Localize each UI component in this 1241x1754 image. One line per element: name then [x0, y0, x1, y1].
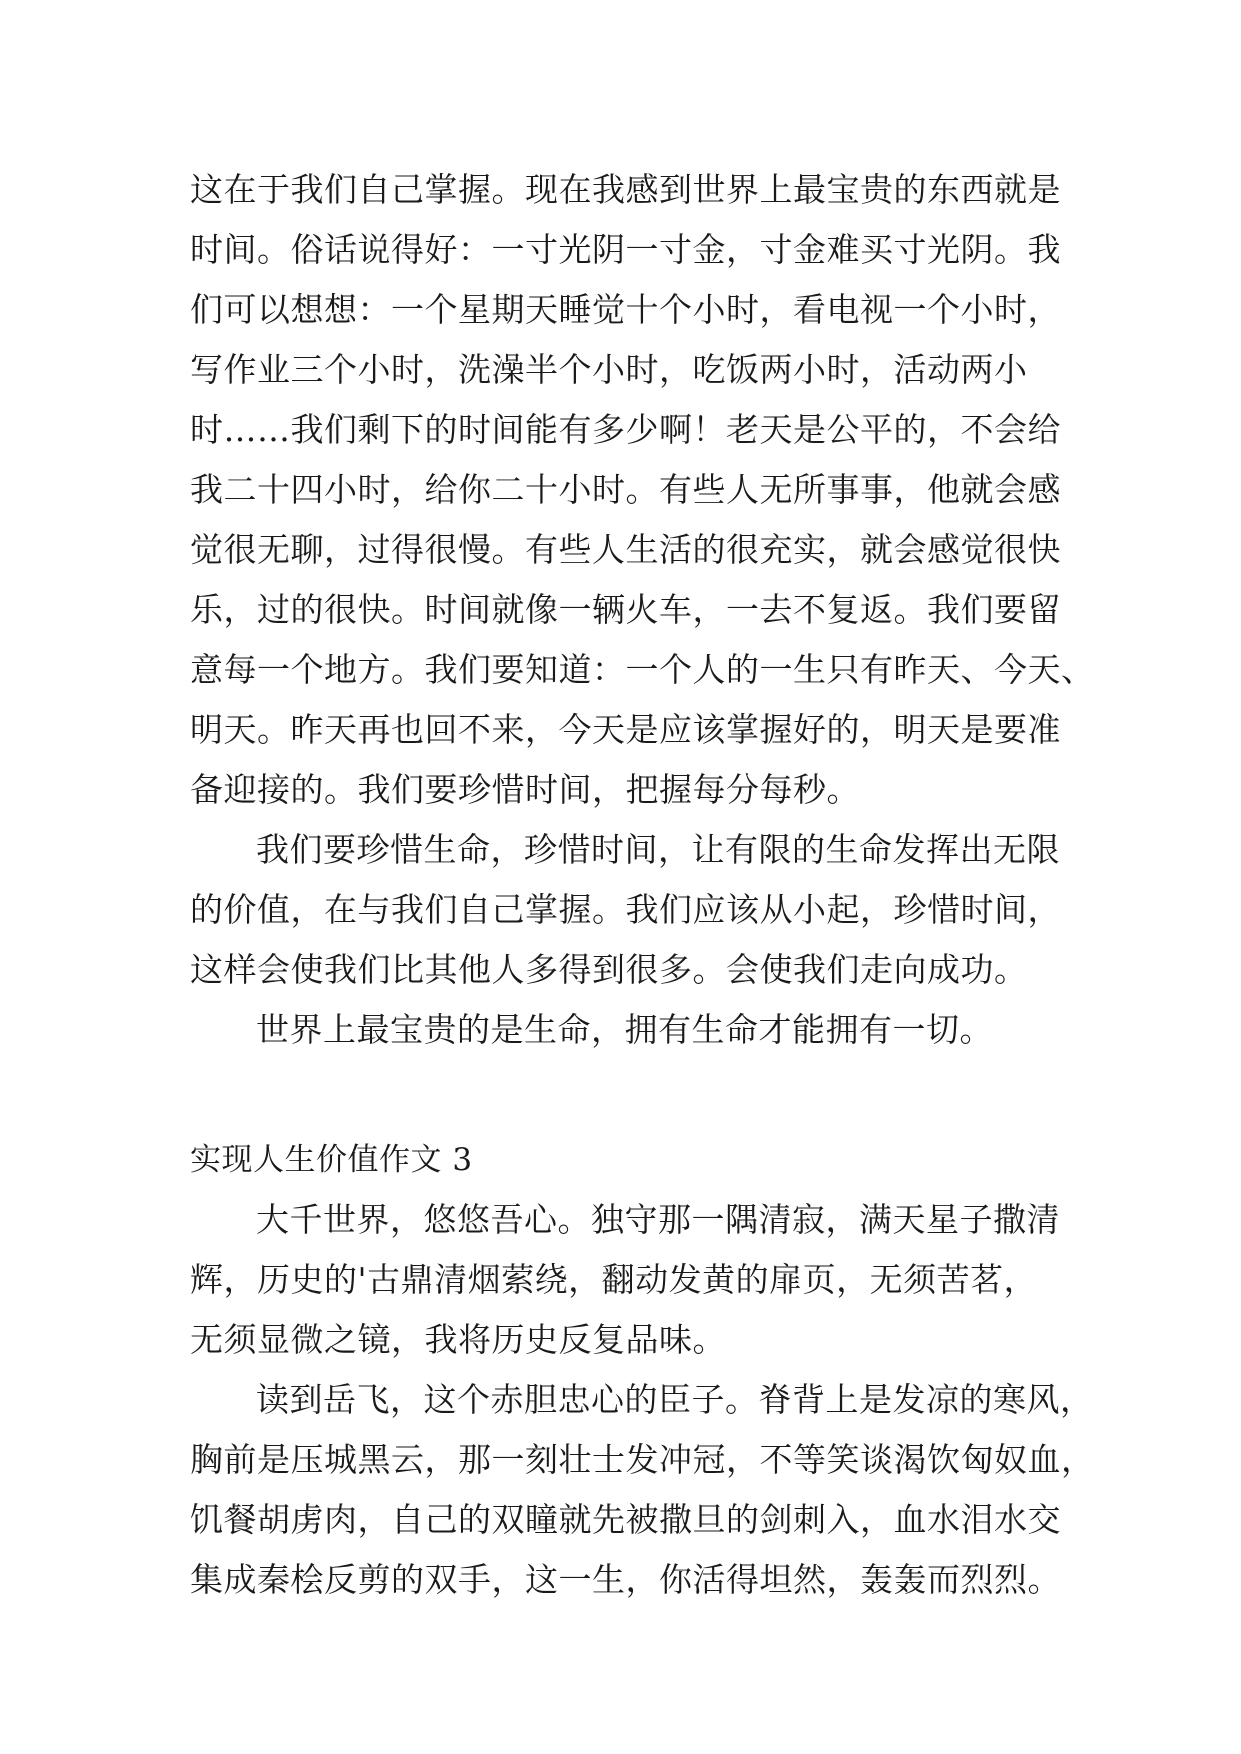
paragraph-1: [190, 160, 1095, 820]
text-line: 大千世界，悠悠吾心。独守那一隅清寂，满天星子撒清: [256, 1200, 1060, 1239]
text-line: 时……我们剩下的时间能有多少啊！老天是公平的，不会给: [190, 410, 1061, 449]
text-line: 集成秦桧反剪的双手，这一生，你活得坦然，轰轰而烈烈。: [190, 1560, 1061, 1599]
text-line: 读到岳飞，这个赤胆忠心的臣子。脊背上是发凉的寒风，: [256, 1380, 1094, 1419]
text-line: 时间。俗话说得好：一寸光阴一寸金，寸金难买寸光阴。我: [190, 230, 1061, 269]
essay-section-previous: [190, 160, 1095, 1060]
text-line: 世界上最宝贵的是生命，拥有生命才能拥有一切。: [256, 1010, 993, 1049]
text-line: 辉，历史的'古鼎清烟萦绕，翻动发黄的扉页，无须苦茗，: [190, 1260, 1038, 1299]
text-line: 胸前是压城黑云，那一刻壮士发冲冠，不等笑谈渴饮匈奴血，: [190, 1440, 1095, 1479]
paragraph-2: [190, 820, 1070, 1000]
text-line: 我们要珍惜生命，珍惜时间，让有限的生命发挥出无限: [256, 830, 1060, 869]
paragraph-3: [190, 1000, 1070, 1060]
document-page: [190, 160, 1095, 1610]
text-line: 们可以想想：一个星期天睡觉十个小时，看电视一个小时，: [190, 290, 1061, 329]
text-line: 备迎接的。我们要珍惜时间，把握每分每秒。: [190, 770, 860, 809]
section-spacer: [190, 1060, 1070, 1130]
text-line: 饥餐胡虏肉，自己的双瞳就先被撒旦的剑刺入，血水泪水交: [190, 1500, 1061, 1539]
text-line: 我二十四小时，给你二十小时。有些人无所事事，他就会感: [190, 470, 1061, 509]
text-line: 无须显微之镜，我将历史反复品味。: [190, 1320, 726, 1359]
text-line: 写作业三个小时，洗澡半个小时，吃饭两小时，活动两小: [190, 350, 1028, 389]
essay-section-3: [190, 1130, 1095, 1610]
text-line: 这样会使我们比其他人多得到很多。会使我们走向成功。: [190, 950, 1028, 989]
text-line: 这在于我们自己掌握。现在我感到世界上最宝贵的东西就是: [190, 170, 1061, 209]
section-title: 实现人生价值作文 3: [190, 1142, 473, 1178]
text-line: 乐，过的很快。时间就像一辆火车，一去不复返。我们要留: [190, 590, 1061, 629]
text-line: 的价值，在与我们自己掌握。我们应该从小起，珍惜时间，: [190, 890, 1061, 929]
text-line: 觉很无聊，过得很慢。有些人生活的很充实，就会感觉很快: [190, 530, 1061, 569]
text-line: 意每一个地方。我们要知道：一个人的一生只有昨天、今天、: [190, 650, 1095, 689]
text-line: 明天。昨天再也回不来，今天是应该掌握好的，明天是要准: [190, 710, 1061, 749]
paragraph-4: [190, 1190, 1070, 1370]
paragraph-5: [190, 1370, 1095, 1610]
